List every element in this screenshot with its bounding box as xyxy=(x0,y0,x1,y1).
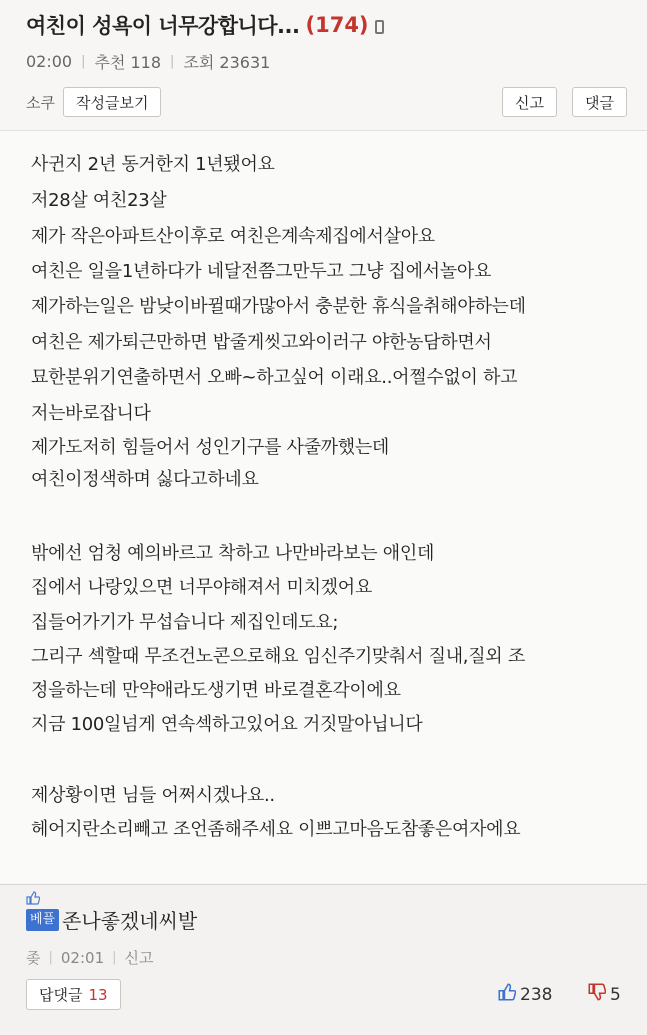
best-comment xyxy=(0,884,647,1035)
report-button[interactable]: 신고 xyxy=(502,87,557,117)
comment-button[interactable]: 댓글 xyxy=(572,87,627,117)
body-line: 저28살 여친23살 xyxy=(31,190,167,211)
title-row xyxy=(26,10,384,40)
phone-icon xyxy=(375,20,384,34)
body-line: 제상황이면 님들 어쩌시겠나요.. xyxy=(31,785,275,806)
divider: | xyxy=(48,950,53,965)
body-line: 정을하는데 만약애라도생기면 바로결혼각이에요 xyxy=(31,680,401,701)
comment-count[interactable]: (174) xyxy=(305,13,369,37)
body-line: 여친이정색하며 싫다고하네요 xyxy=(31,469,259,490)
downvote-count: 5 xyxy=(610,984,621,1005)
body-line: 저는바로잡니다 xyxy=(31,403,151,424)
post-meta xyxy=(26,50,270,73)
comment-meta xyxy=(26,947,154,968)
reply-label: 답댓글 xyxy=(39,986,83,1004)
author-name[interactable]: 소쿠 xyxy=(26,93,55,112)
body-line: 사귄지 2년 동거한지 1년됐어요 xyxy=(31,154,275,175)
post-body xyxy=(0,131,647,883)
body-line: 그리구 섹할때 무조건노콘으로해요 임신주기맞춰서 질내,질외 조 xyxy=(31,646,525,667)
post-title: 여친이 성욕이 너무강합니다... xyxy=(26,14,300,38)
post-time: 02:00 xyxy=(26,52,73,71)
body-line: 묘한분위기연출하면서 오빠~하고싶어 이래요..어쩔수없이 하고 xyxy=(31,367,518,388)
body-line: 여친은 제가퇴근만하면 밥줄게씻고와이러구 야한농담하면서 xyxy=(31,332,492,353)
view-count: 조회 23631 xyxy=(183,53,271,72)
comment-author[interactable]: 좆 xyxy=(26,949,41,967)
view-posts-button[interactable]: 작성글보기 xyxy=(63,87,161,117)
body-line: 지금 100일넘게 연속섹하고있어요 거짓말아닙니다 xyxy=(31,714,423,735)
comment-time: 02:01 xyxy=(60,948,105,967)
body-line: 집들어가기가 무섭습니다 제집인데도요; xyxy=(31,612,339,633)
best-badge: 베플 xyxy=(26,909,59,931)
comment-text: 존나좋겠네씨발 xyxy=(62,909,198,933)
thumb-up-icon xyxy=(26,891,40,909)
thumb-up-icon xyxy=(498,983,516,1006)
reply-button[interactable] xyxy=(26,979,121,1010)
body-line: 여친은 일을1년하다가 네달전쯤그만두고 그냥 집에서놀아요 xyxy=(31,261,492,282)
divider: | xyxy=(170,54,175,69)
body-line: 제가하는일은 밤낮이바뀔때가많아서 충분한 휴식을취해야하는데 xyxy=(31,296,526,317)
thumb-down-icon xyxy=(588,983,606,1006)
body-line: 밖에선 엄청 예의바르고 착하고 나만바라보는 애인데 xyxy=(31,543,435,564)
author-row xyxy=(26,87,161,117)
recommend-count: 추천 118 xyxy=(94,53,162,72)
reply-count: 13 xyxy=(88,986,108,1004)
divider: | xyxy=(112,950,117,965)
body-line: 헤어지란소리빼고 조언좀해주세요 이쁘고마음도참좋은여자에요 xyxy=(31,819,521,840)
downvote-button[interactable] xyxy=(588,983,621,1006)
comment-report-link[interactable]: 신고 xyxy=(124,949,154,967)
divider: | xyxy=(81,54,86,69)
body-line: 제가 작은아파트산이후로 여친은계속제집에서살아요 xyxy=(31,226,435,247)
upvote-count: 238 xyxy=(520,984,553,1005)
body-line: 집에서 나랑있으면 너무야해져서 미치겠어요 xyxy=(31,577,372,598)
post-header xyxy=(0,0,647,131)
body-line: 제가도저히 힘들어서 성인기구를 사줄까했는데 xyxy=(31,437,390,458)
upvote-button[interactable] xyxy=(498,983,552,1006)
